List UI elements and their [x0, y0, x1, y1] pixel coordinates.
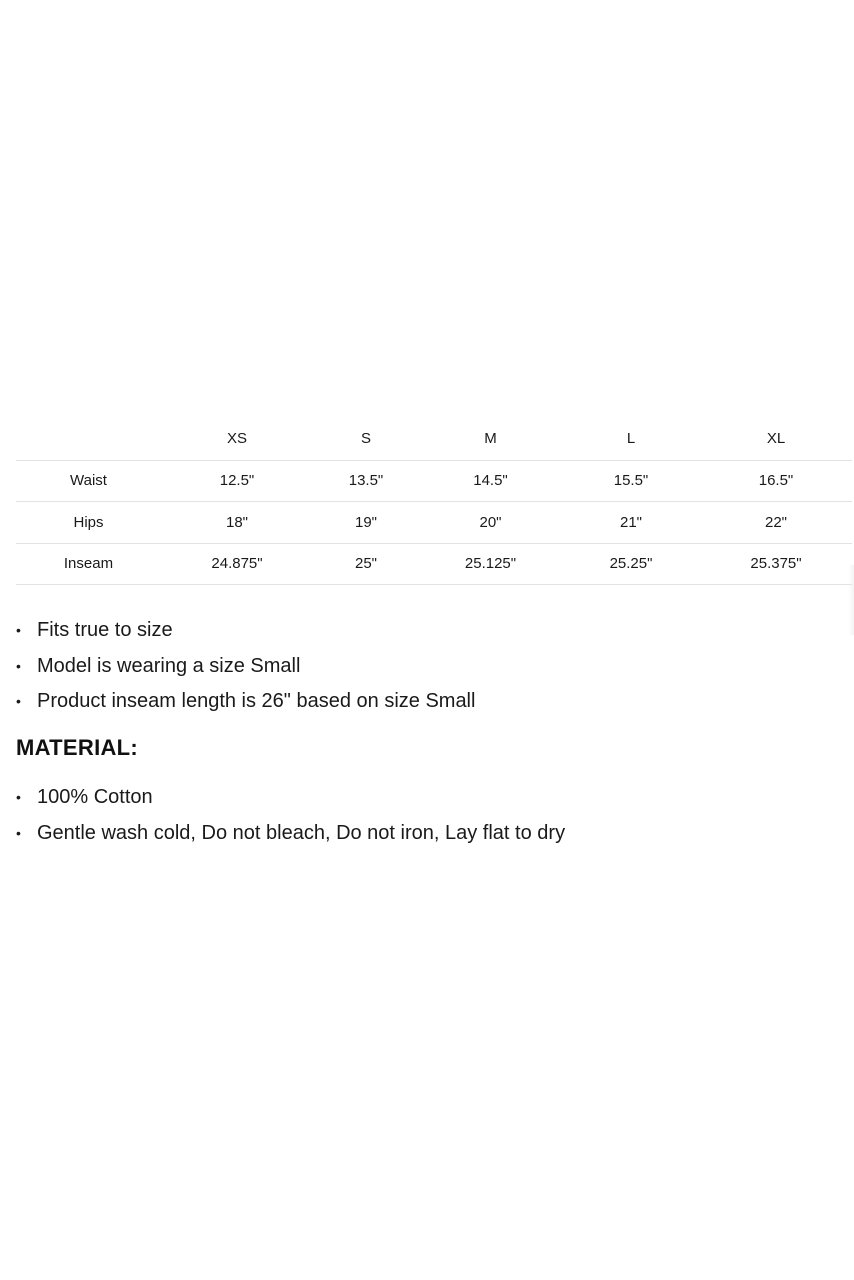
edge-shadow — [848, 565, 854, 635]
table-cell: 25.125" — [419, 543, 562, 585]
size-chart-table — [16, 418, 852, 585]
table-cell: 22" — [700, 502, 852, 544]
row-label-hips: Hips — [16, 502, 161, 544]
table-cell: 21" — [562, 502, 700, 544]
size-header-xl: XL — [700, 418, 852, 460]
table-cell: 18" — [161, 502, 313, 544]
list-item: • Gentle wash cold, Do not bleach, Do not iron, Lay flat to dry — [16, 818, 565, 854]
size-chart-header-row — [16, 418, 852, 460]
table-cell: 15.5" — [562, 460, 700, 502]
table-cell: 12.5" — [161, 460, 313, 502]
list-item: • Fits true to size — [16, 615, 475, 651]
table-cell: 24.875" — [161, 543, 313, 585]
table-cell: 14.5" — [419, 460, 562, 502]
table-row — [16, 543, 852, 585]
table-cell: 20" — [419, 502, 562, 544]
table-row — [16, 502, 852, 544]
material-heading: MATERIAL: — [16, 735, 139, 760]
size-header-xs: XS — [161, 418, 313, 460]
table-cell: 16.5" — [700, 460, 852, 502]
list-item: • Model is wearing a size Small — [16, 651, 475, 687]
row-label-inseam: Inseam — [16, 543, 161, 585]
size-header-l: L — [562, 418, 700, 460]
list-item: • Product inseam length is 26" based on size Small — [16, 686, 475, 722]
size-chart-corner-cell — [16, 418, 161, 460]
size-header-s: S — [313, 418, 419, 460]
row-label-waist: Waist — [16, 460, 161, 502]
table-cell: 25.375" — [700, 543, 852, 585]
table-cell: 13.5" — [313, 460, 419, 502]
table-cell: 25.25" — [562, 543, 700, 585]
table-cell: 19" — [313, 502, 419, 544]
material-list — [16, 782, 565, 853]
table-cell: 25" — [313, 543, 419, 585]
fit-notes-list — [16, 615, 475, 722]
list-item: • 100% Cotton — [16, 782, 565, 818]
size-header-m: M — [419, 418, 562, 460]
table-row — [16, 460, 852, 502]
